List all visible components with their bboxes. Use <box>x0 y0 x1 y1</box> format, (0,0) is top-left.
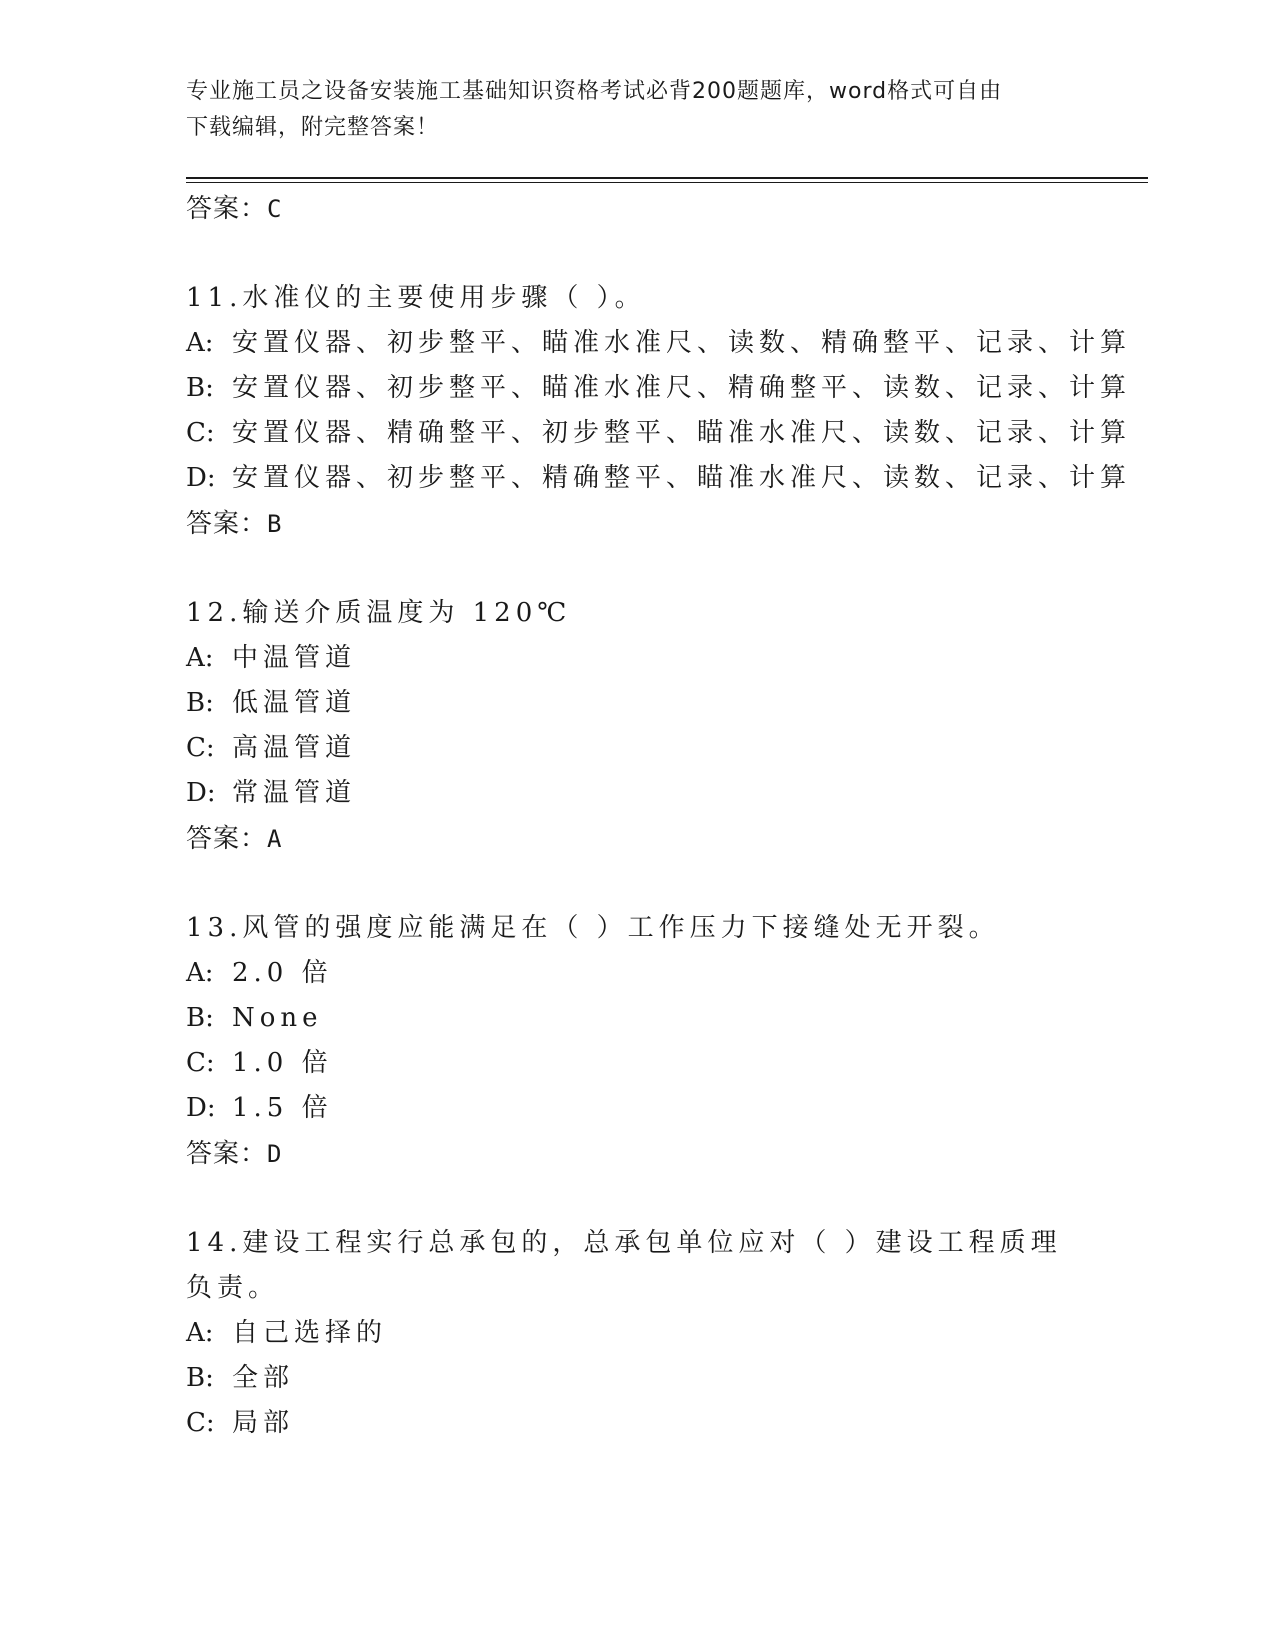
option-text: 全部 <box>232 1363 295 1393</box>
option-c <box>186 411 1132 456</box>
option-text: 安置仪器、精确整平、初步整平、瞄准水准尺、读数、记录、计算 <box>232 418 1132 448</box>
option-text: 安置仪器、初步整平、瞄准水准尺、读数、精确整平、记录、计算 <box>232 328 1132 358</box>
option-letter: A: <box>186 1318 214 1348</box>
option-letter: C: <box>186 1408 215 1438</box>
option-letter: B: <box>186 373 214 403</box>
option-letter: C: <box>186 733 215 763</box>
option-letter: C: <box>186 418 215 448</box>
answer-label: 答案： <box>186 824 268 854</box>
answer-value: B <box>267 510 283 538</box>
option-text: 常温管道 <box>232 778 357 808</box>
header-rule-thin <box>186 182 1148 183</box>
question-text: 11.水准仪的主要使用步骤（ ）。 <box>186 283 646 313</box>
option-a <box>186 321 1132 366</box>
document-header <box>186 74 1066 146</box>
option-text: 高温管道 <box>232 733 357 763</box>
header-line-1: 专业施工员之设备安装施工基础知识资格考试必背200题题库，word格式可自由 <box>186 79 1003 104</box>
question-text: 12.输送介质温度为 120℃ <box>186 598 572 628</box>
option-letter: D: <box>186 463 216 493</box>
option-letter: A: <box>186 643 214 673</box>
option-b <box>186 366 1132 411</box>
question-content <box>186 186 1132 1446</box>
answer-value: C <box>267 195 283 223</box>
question-text: 13.风管的强度应能满足在（ ）工作压力下接缝处无开裂。 <box>186 913 1000 943</box>
option-b <box>186 681 1086 726</box>
option-b <box>186 1356 1086 1401</box>
option-letter: B: <box>186 1003 214 1033</box>
option-text: 自己选择的 <box>232 1318 388 1348</box>
answer-label: 答案： <box>186 1139 268 1169</box>
header-rule-thick <box>186 177 1148 179</box>
question-text: 14.建设工程实行总承包的，总承包单位应对（ ）建设工程质理负责。 <box>186 1228 1062 1303</box>
option-text: 安置仪器、初步整平、瞄准水准尺、精确整平、读数、记录、计算 <box>232 373 1132 403</box>
option-letter: D: <box>186 1093 216 1123</box>
option-text: 中温管道 <box>232 643 357 673</box>
option-letter: D: <box>186 778 216 808</box>
option-text: 局部 <box>232 1408 295 1438</box>
option-letter: B: <box>186 1363 214 1393</box>
option-d <box>186 1086 1086 1131</box>
spacer <box>186 862 1086 906</box>
option-text: 低温管道 <box>232 688 357 718</box>
option-b <box>186 996 1086 1041</box>
question-14 <box>186 1221 1086 1446</box>
header-line-2: 下载编辑，附完整答案！ <box>186 115 440 140</box>
answer-label: 答案： <box>186 509 268 539</box>
option-letter: C: <box>186 1048 215 1078</box>
option-text: 安置仪器、初步整平、精确整平、瞄准水准尺、读数、记录、计算 <box>232 463 1132 493</box>
question-12 <box>186 591 1086 862</box>
answer-13 <box>186 1131 1086 1177</box>
question-13 <box>186 906 1086 1177</box>
option-letter: A: <box>186 328 214 358</box>
answer-label: 答案： <box>186 194 268 224</box>
option-text: 1.0 倍 <box>232 1048 333 1078</box>
option-d <box>186 456 1132 501</box>
answer-value: A <box>267 825 283 853</box>
answer-prev <box>186 186 1086 232</box>
question-11 <box>186 276 1132 547</box>
answer-11 <box>186 501 1086 547</box>
option-a <box>186 951 1086 996</box>
option-c <box>186 1041 1086 1086</box>
option-c <box>186 1401 1086 1446</box>
option-text: 2.0 倍 <box>232 958 333 988</box>
spacer <box>186 547 1086 591</box>
answer-value: D <box>267 1140 283 1168</box>
option-a <box>186 1311 1086 1356</box>
option-a <box>186 636 1086 681</box>
option-text: 1.5 倍 <box>232 1093 333 1123</box>
option-text: None <box>232 1003 323 1033</box>
spacer <box>186 1177 1086 1221</box>
option-d <box>186 771 1086 816</box>
option-letter: A: <box>186 958 214 988</box>
option-c <box>186 726 1086 771</box>
spacer <box>186 232 1086 276</box>
answer-12 <box>186 816 1086 862</box>
option-letter: B: <box>186 688 214 718</box>
